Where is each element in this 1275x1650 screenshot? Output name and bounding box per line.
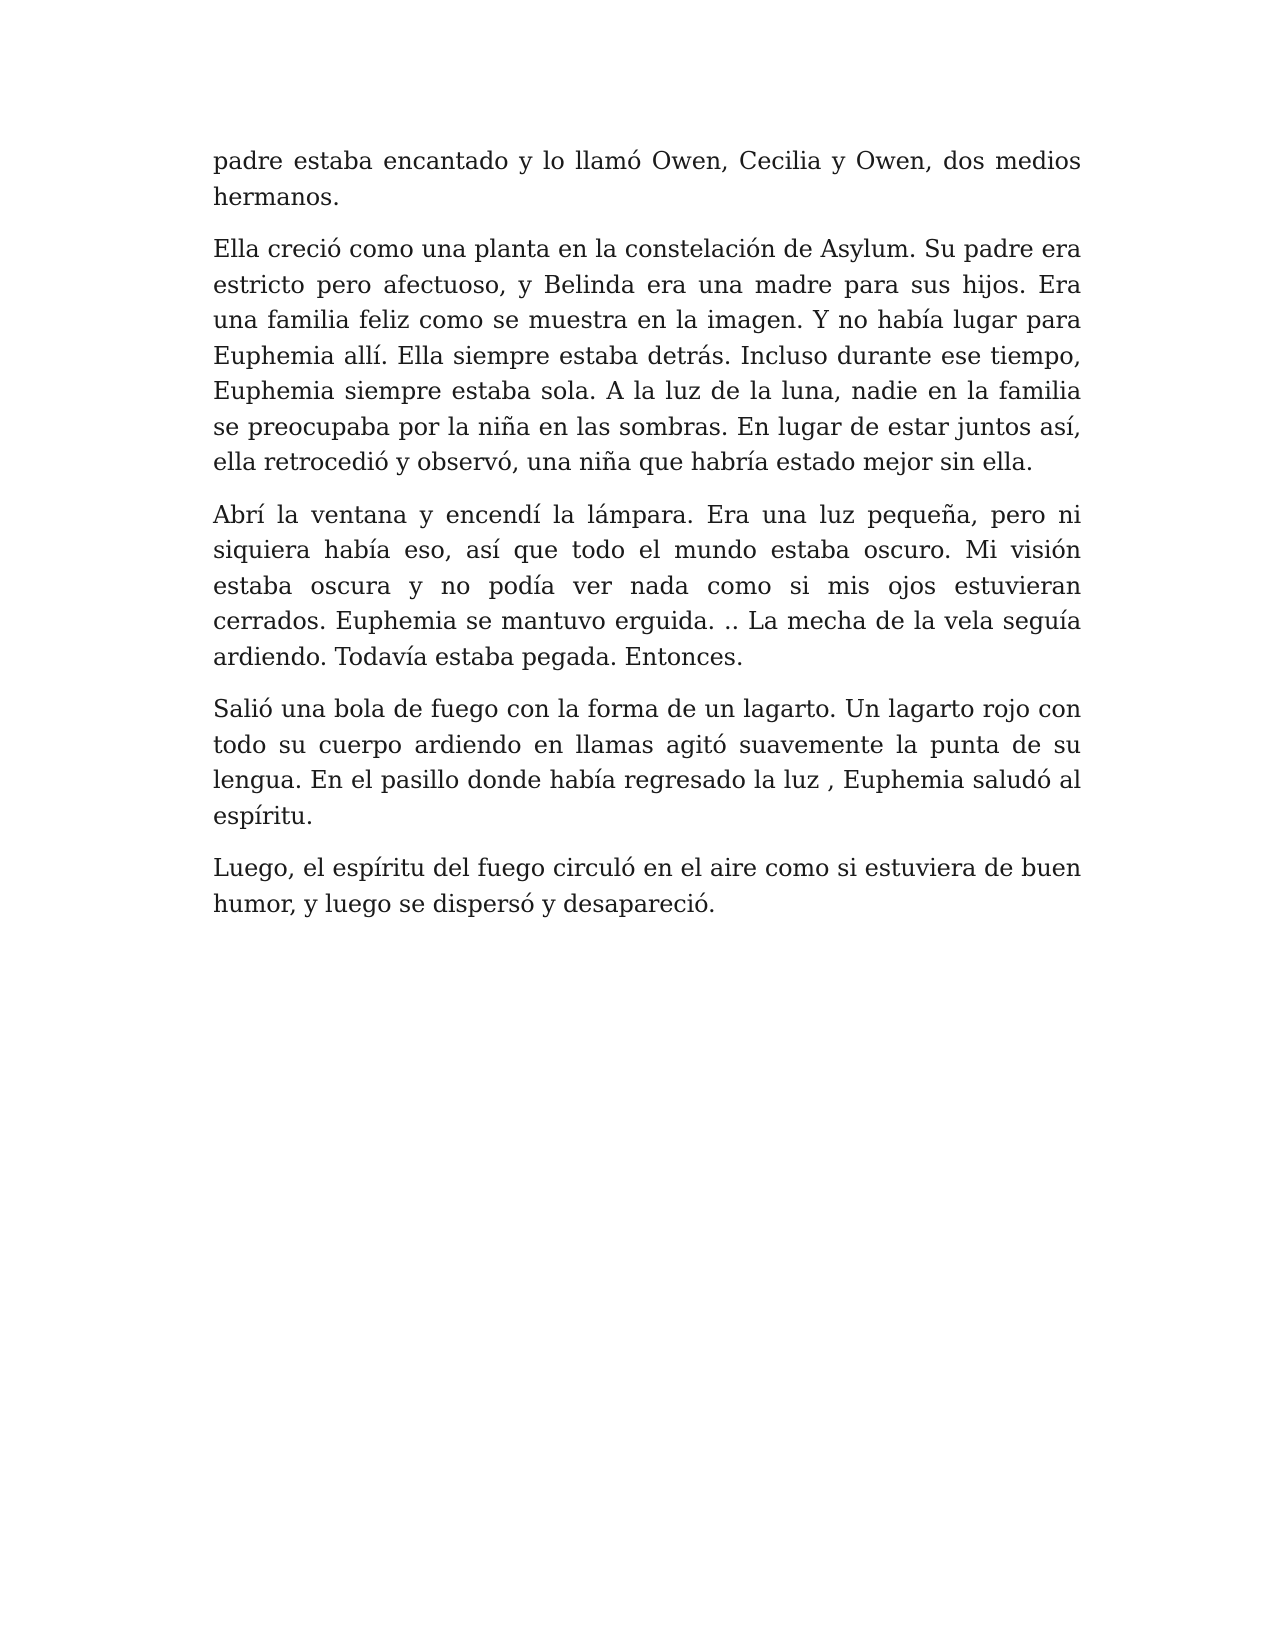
body-text <box>213 144 1081 939</box>
paragraph-5: Luego, el espíritu del fuego circuló en el aire como si estuviera de buen humor, y luego se dispersó y desapareció. <box>213 854 1081 918</box>
paragraph-1: padre estaba encantado y lo llamó Owen, Cecilia y Owen, dos medios hermanos. <box>213 147 1081 211</box>
paragraph-2: Ella creció como una planta en la constelación de Asylum. Su padre era estricto pero afectuoso, y Belinda era una madre para sus hijos. Era una familia feliz como se muestra en la imagen. Y no había lugar para Euphemia allí. Ella siempre estaba detrás. Incluso durante ese tiempo, Euphemia siempre estaba sola. A la luz de la luna, nadie en la familia se preocupaba por la niña en las sombras. En lugar de estar juntos así, ella retrocedió y observó, una niña que habría estado mejor sin ella. <box>213 235 1081 476</box>
paragraph-4: Salió una bola de fuego con la forma de un lagarto. Un lagarto rojo con todo su cuerpo ardiendo en llamas agitó suavemente la punta de su lengua. En el pasillo donde había regresado la luz , Euphemia saludó al espíritu. <box>213 695 1081 830</box>
paragraph-3: Abrí la ventana y encendí la lámpara. Era una luz pequeña, pero ni siquiera había eso, así que todo el mundo estaba oscuro. Mi visión estaba oscura y no podía ver nada como si mis ojos estuvieran cerrados. Euphemia se mantuvo erguida. .. La mecha de la vela seguía ardiendo. Todavía estaba pegada. Entonces. <box>213 500 1081 671</box>
